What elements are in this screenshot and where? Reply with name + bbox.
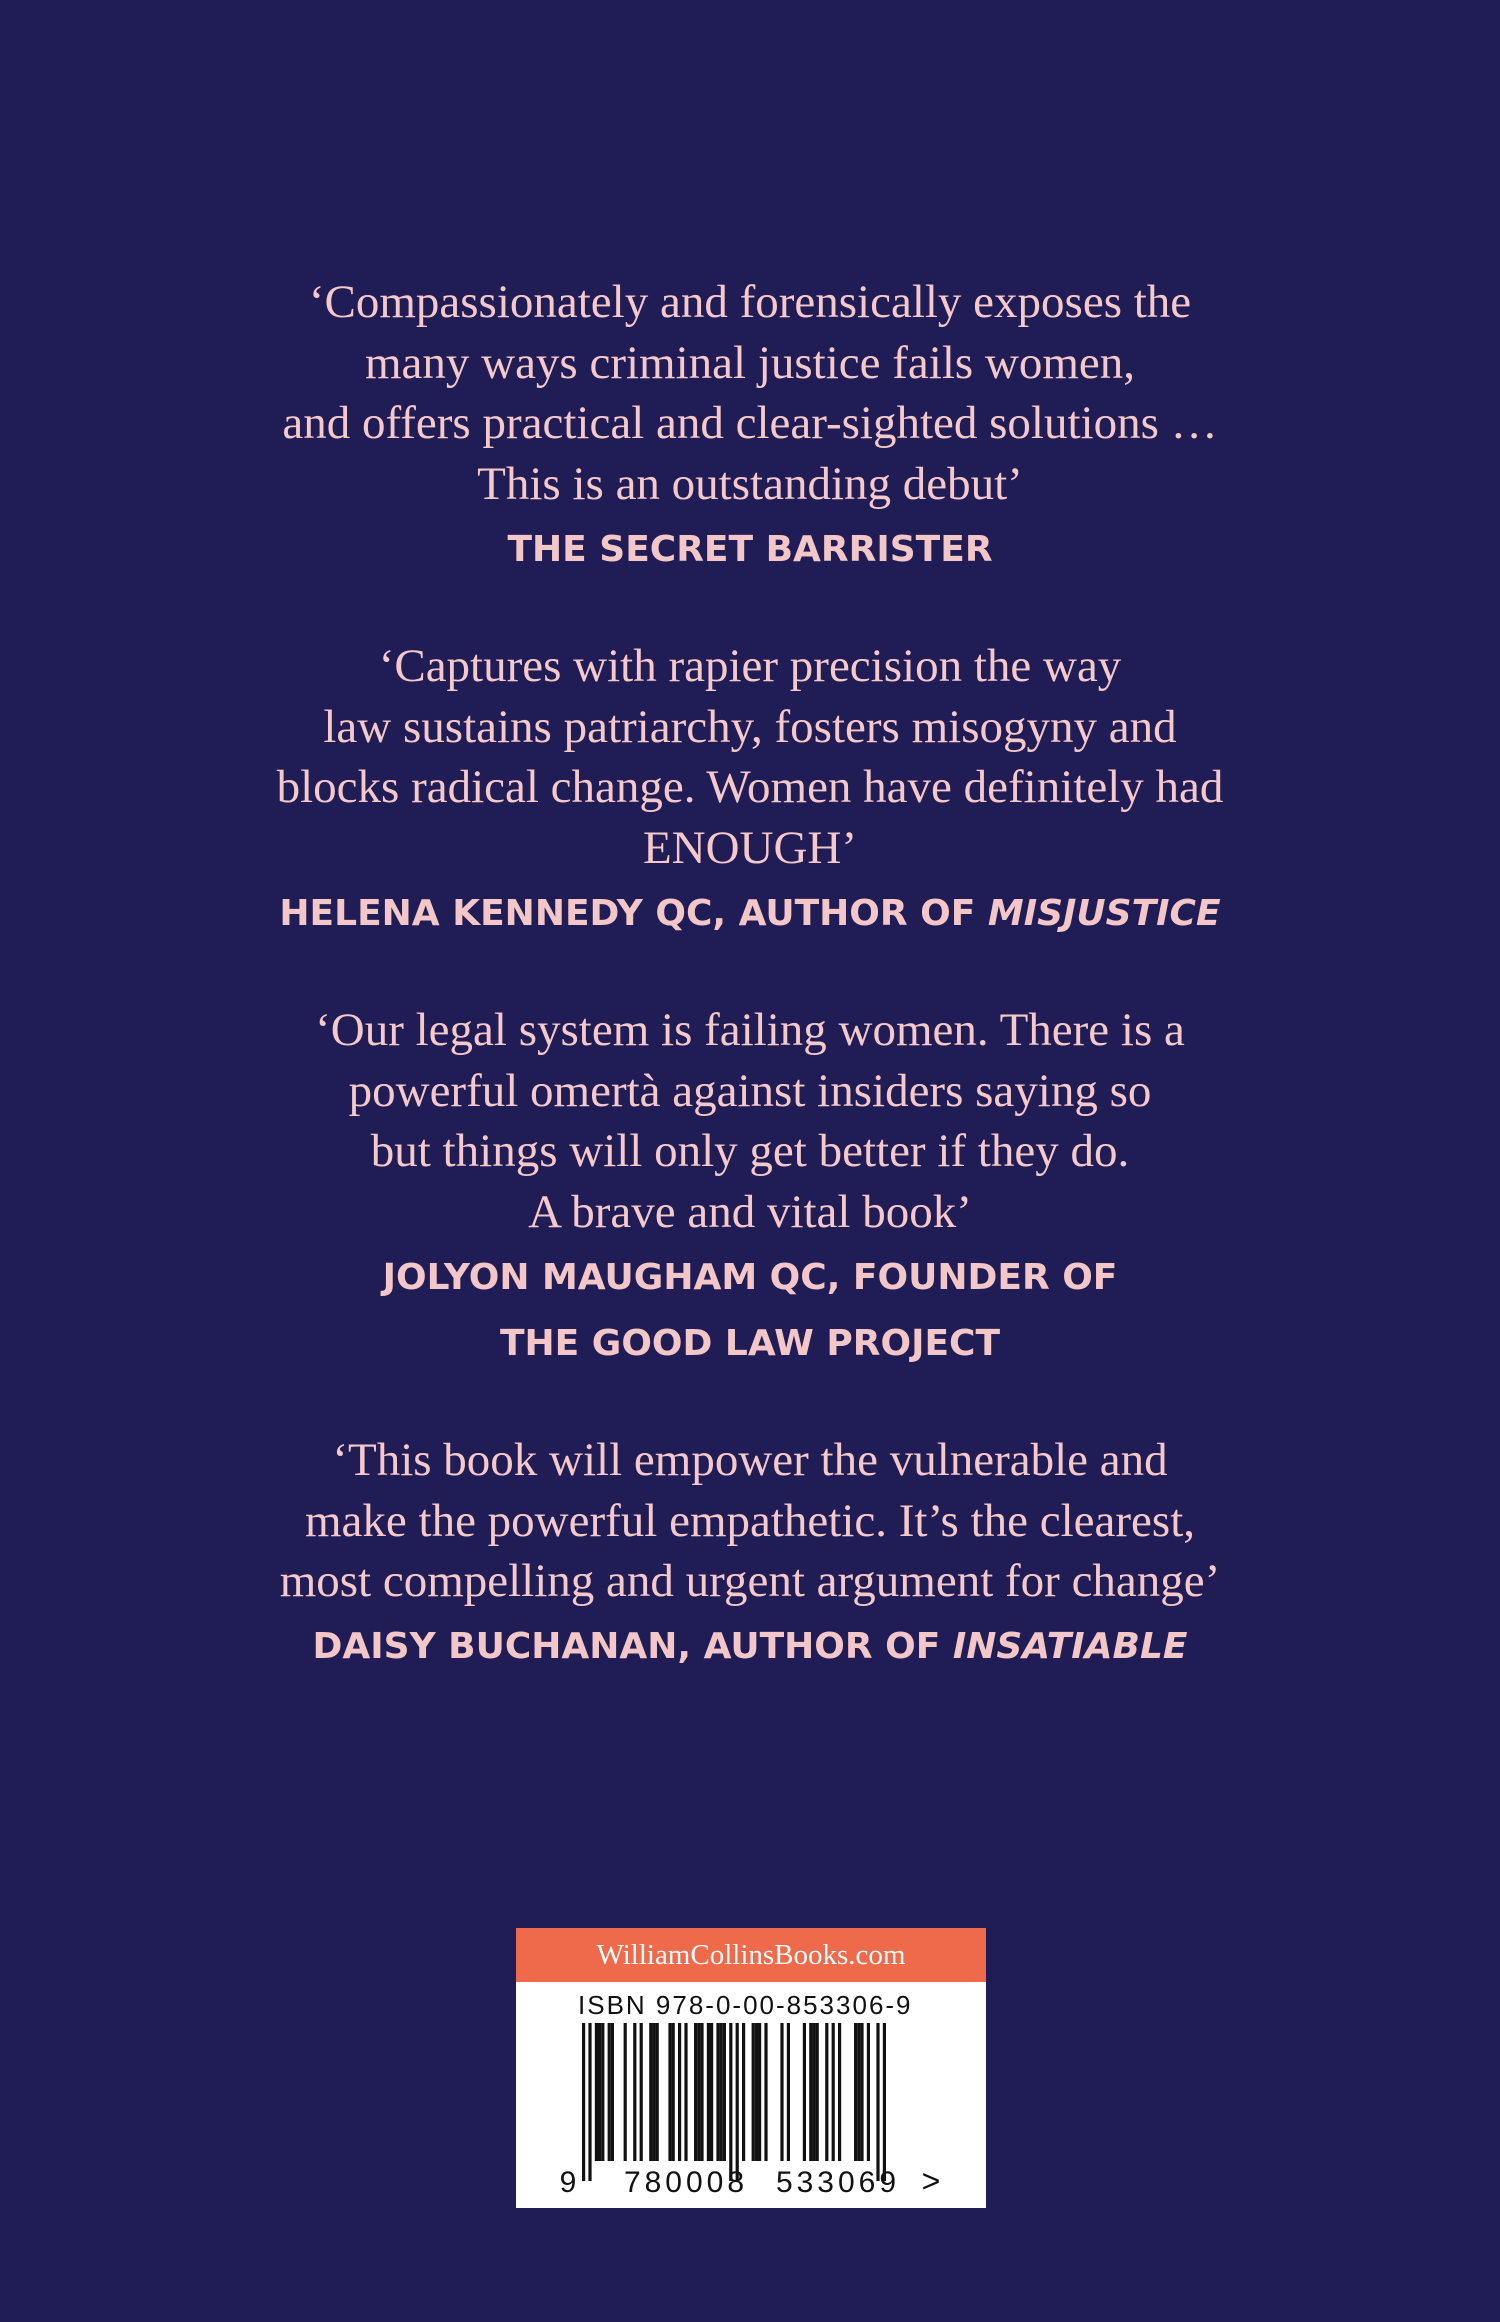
barcode-first-digit: 9: [559, 2166, 577, 2199]
barcode-bar: [838, 2023, 841, 2161]
barcode-bar: [611, 2023, 614, 2161]
barcode-bar: [729, 2023, 732, 2181]
book-title: MISJUSTICE: [987, 893, 1221, 934]
barcode-bar: [803, 2023, 806, 2161]
barcode-bar: [700, 2023, 703, 2161]
quote-line: make the powerful empathetic. It’s the clearest,: [304, 1494, 1196, 1547]
quote-line: ‘This book will empower the vulnerable and: [332, 1434, 1168, 1486]
attribution-line: HELENA KENNEDY QC, AUTHOR OF MISJUSTICE: [279, 893, 1221, 934]
barcode-bar: [857, 2023, 860, 2161]
attribution-line: THE GOOD LAW PROJECT: [499, 1323, 1001, 1364]
quote-line: This is an outstanding debut’: [477, 457, 1023, 510]
barcode-bar: [809, 2023, 812, 2161]
barcode-bars: [582, 2023, 886, 2181]
attribution-daisy-buchanan: [0, 1614, 1500, 1680]
barcode-bar: [867, 2023, 870, 2161]
quote-line: many ways criminal justice fails women,: [364, 336, 1136, 389]
barcode-image: [516, 1928, 986, 2208]
barcode-bar: [812, 2023, 815, 2161]
barcode-bar: [582, 2023, 585, 2181]
barcode-bar: [707, 2023, 710, 2161]
barcode-bar: [672, 2023, 675, 2161]
barcode-bar: [668, 2023, 671, 2161]
attribution-line: JOLYON MAUGHAM QC, FOUNDER OF: [382, 1257, 1118, 1298]
barcode-bar: [633, 2023, 636, 2161]
barcode-bar: [694, 2023, 697, 2161]
quote-line: ‘Captures with rapier precision the way: [378, 640, 1122, 692]
publisher-url: WilliamCollinsBooks.com: [516, 1928, 986, 1982]
barcode-bar: [588, 2023, 591, 2181]
barcode-panel: [516, 1928, 986, 2208]
barcode-bar: [649, 2023, 652, 2161]
barcode-bar: [697, 2023, 700, 2161]
barcode-bar: [656, 2023, 659, 2161]
barcode-bar: [716, 2023, 719, 2161]
barcode-bar: [742, 2023, 745, 2161]
barcode-bar: [752, 2023, 755, 2161]
barcode-bar: [678, 2023, 681, 2161]
barcode-bar: [598, 2023, 601, 2161]
barcode-bar: [825, 2023, 828, 2161]
barcode-bar: [860, 2023, 863, 2161]
barcode-bar: [710, 2023, 713, 2161]
barcode-bar: [787, 2023, 790, 2161]
barcode-bar: [736, 2023, 739, 2181]
quote-line: ‘Compassionately and forensically exposes the: [308, 276, 1192, 328]
barcode-bar: [816, 2023, 819, 2161]
barcode-group-right: 533069: [775, 2166, 901, 2199]
barcode-bar: [832, 2023, 835, 2161]
review-quote-1: [0, 272, 1500, 514]
barcode-bar: [854, 2023, 857, 2161]
barcode-bar: [876, 2023, 879, 2181]
quote-line: and offers practical and clear-sighted solutions …: [282, 397, 1218, 449]
quote-line: ‘Our legal system is failing women. There is a: [315, 1004, 1185, 1056]
quote-line: A brave and vital book’: [528, 1185, 972, 1238]
quote-line: ENOUGH’: [642, 821, 858, 874]
barcode-bar: [608, 2023, 611, 2161]
review-quote-3: [0, 1000, 1500, 1242]
barcode-bar: [640, 2023, 643, 2161]
review-quote-4: [0, 1430, 1500, 1612]
barcode-bar: [595, 2023, 598, 2161]
barcode-bar: [764, 2023, 767, 2161]
isbn-label: ISBN 978-0-00-853306-9: [578, 1990, 913, 2020]
attribution-secret-barrister: [0, 517, 1500, 583]
review-quote-2: [0, 636, 1500, 878]
quote-line: law sustains patriarchy, fosters misogyny and: [323, 700, 1177, 753]
quote-line: blocks radical change. Women have definitely had: [276, 761, 1224, 813]
quote-line: powerful omertà against insiders saying so: [348, 1064, 1152, 1117]
barcode-arrow: >: [921, 2163, 941, 2199]
barcode-bar: [601, 2023, 604, 2161]
barcode-bar: [780, 2023, 783, 2161]
barcode-bar: [652, 2023, 655, 2161]
attribution-jolyon-maugham: [0, 1245, 1500, 1377]
quote-line: but things will only get better if they do.: [370, 1125, 1130, 1177]
barcode-bar: [883, 2023, 886, 2181]
quote-line: most compelling and urgent argument for change’: [279, 1555, 1221, 1607]
barcode-bar: [684, 2023, 687, 2161]
attribution-helena-kennedy: [0, 881, 1500, 947]
barcode-bar: [723, 2023, 726, 2161]
attribution-line: DAISY BUCHANAN, AUTHOR OF INSATIABLE: [312, 1626, 1188, 1667]
barcode-bar: [755, 2023, 758, 2161]
attribution-line: THE SECRET BARRISTER: [507, 529, 993, 570]
barcode-bar: [758, 2023, 761, 2161]
book-title: INSATIABLE: [952, 1626, 1188, 1667]
barcode-bar: [720, 2023, 723, 2161]
barcode-bar: [624, 2023, 627, 2161]
barcode-group-left: 780008: [623, 2166, 749, 2199]
